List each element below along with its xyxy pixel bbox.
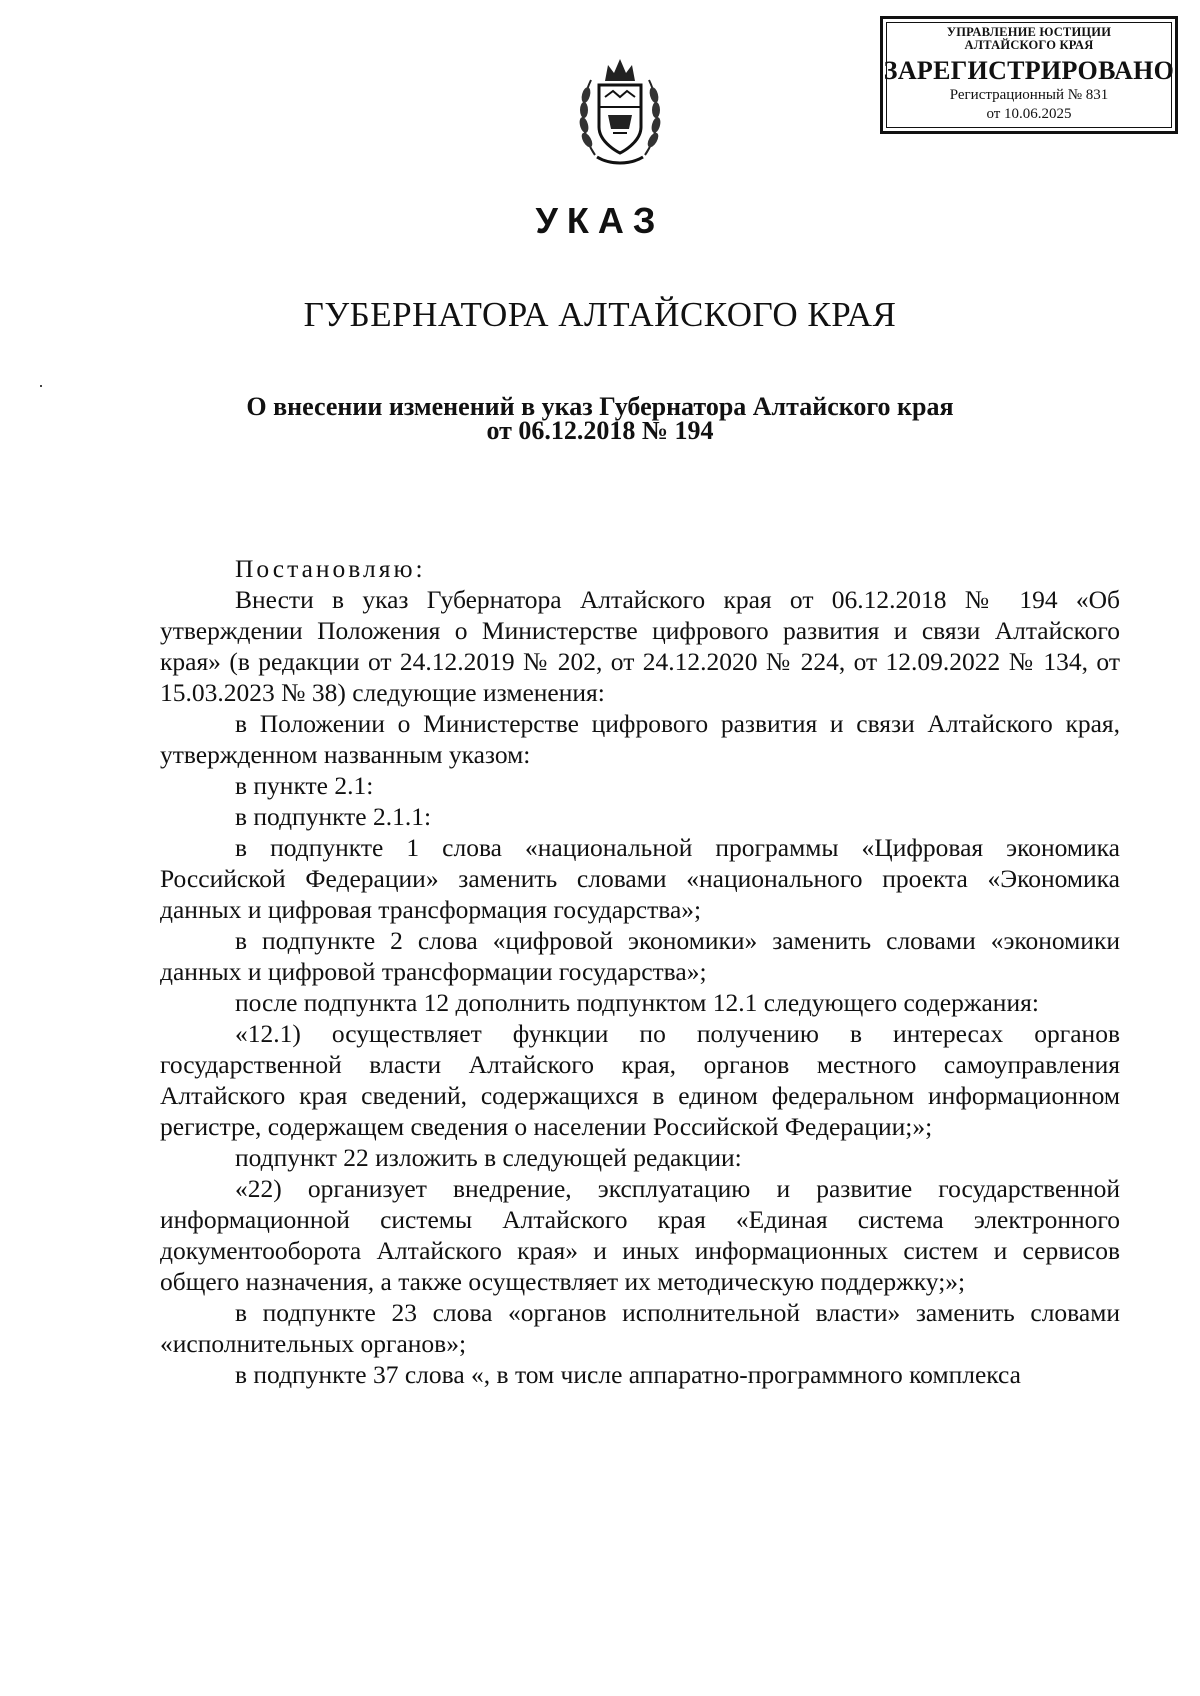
stamp-organization [883, 26, 1175, 52]
heading-line1: О внесении изменений в указ Губернатора Алтайского края [246, 392, 954, 421]
body-paragraph: «22) организует внедрение, эксплуатацию и развитие государственной информационной системы Алтайского края «Единая система электронного документооборота Алтайского края» и иных информационных систем и сервисов общего назначения, а также осуществляет их методическую поддержку;»; [160, 1174, 1120, 1296]
scan-speck [40, 385, 42, 387]
body-paragraph: Внести в указ Губернатора Алтайского края от 06.12.2018 № 194 «Об утверждении Положения о Министерстве цифрового развития и связи Алтайского края» (в редакции от 24.12.2019 № 202, от 24.12.2020 № 224, от 12.09.2022 № 134, от 15.03.2023 № 38) следующие изменения: [160, 585, 1120, 707]
body-paragraph: в подпункте 1 слова «национальной программы «Цифровая экономика Российской Федерации» заменить словами «национального проекта «Экономика данных и цифровая трансформация государства»; [160, 833, 1120, 924]
document-heading [0, 392, 1200, 445]
stamp-org-line1: УПРАВЛЕНИЕ ЮСТИЦИИ [946, 25, 1112, 39]
altai-krai-coat-of-arms-icon [575, 45, 665, 175]
document-body [160, 553, 1120, 1390]
stamp-registration-number: Регистрационный № 831 [949, 87, 1109, 103]
body-paragraph: в подпункте 23 слова «органов исполнительной власти» заменить словами «исполнительных органов»; [160, 1298, 1120, 1358]
body-paragraph: в подпункте 2 слова «цифровой экономики» заменить словами «экономики данных и цифровой трансформации государства»; [160, 926, 1120, 986]
body-paragraph: в подпункте 2.1.1: [235, 802, 432, 831]
body-paragraph: подпункт 22 изложить в следующей редакции: [235, 1143, 742, 1172]
body-paragraph: в пункте 2.1: [235, 771, 374, 800]
issuer-subtitle: ГУБЕРНАТОРА АЛТАЙСКОГО КРАЯ [303, 295, 897, 334]
body-paragraph: «12.1) осуществляет функции по получению в интересах органов государственной власти Алтайского края, органов местного самоуправления Алтайского края сведений, содержащихся в едином федеральном информационном регистре, содержащем сведения о населении Российской Федерации;»; [160, 1019, 1120, 1141]
stamp-registration-date: от 10.06.2025 [986, 106, 1072, 122]
body-paragraph: в подпункте 37 слова «, в том числе аппаратно-программного комплекса [235, 1360, 1021, 1389]
stamp-registered-label: ЗАРЕГИСТРИРОВАНО [883, 56, 1175, 85]
heading-line2: от 06.12.2018 № 194 [486, 416, 714, 445]
stamp-org-line2: АЛТАЙСКОГО КРАЯ [964, 38, 1094, 52]
body-paragraph: после подпункта 12 дополнить подпунктом 12.1 следующего содержания: [235, 988, 1039, 1017]
body-paragraph: Постановляю: [235, 554, 426, 583]
document-type-title: УКАЗ [535, 200, 665, 241]
registration-stamp [880, 16, 1178, 134]
body-paragraph: в Положении о Министерстве цифрового развития и связи Алтайского края, утвержденном названным указом: [160, 709, 1120, 769]
